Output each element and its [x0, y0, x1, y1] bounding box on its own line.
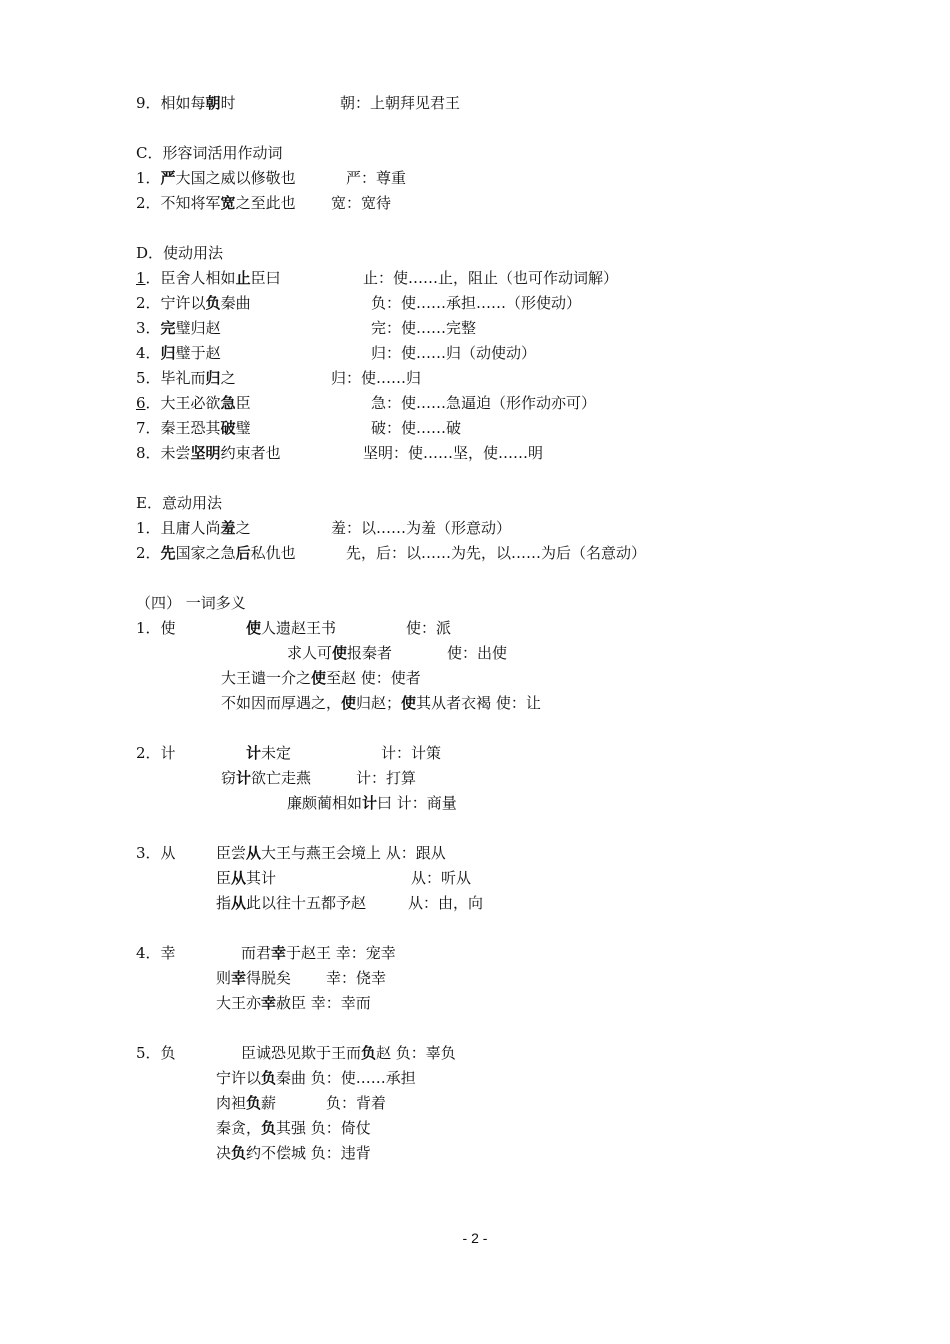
emphasized-word: 计 [246, 744, 262, 762]
emphasized-word: 羞 [220, 519, 236, 537]
page-number: - 2 - [462, 1230, 488, 1246]
emphasized-word: 使 [401, 694, 417, 712]
text-line: （四） 一词多义 [136, 594, 246, 612]
emphasized-word: 从 [231, 869, 247, 887]
text-line: 求人可使报秦者 [287, 644, 393, 662]
text-line: 臣诚恐见欺于王而负赵 负：辜负 [241, 1044, 456, 1062]
text-line: 使人遗赵王书 [246, 619, 337, 637]
text-line: 秦贪，负其强 负：倚仗 [216, 1119, 371, 1137]
text-line: 则幸得脱矣 [216, 969, 292, 987]
emphasized-word: 急 [220, 394, 236, 412]
emphasized-word: 后 [235, 544, 251, 562]
text-line: 朝：上朝拜见君王 [340, 94, 461, 112]
text-line: 3．从 [136, 844, 176, 862]
text-line: 6．大王必欲急臣 [136, 394, 251, 412]
text-line: 从：听从 [411, 869, 472, 887]
text-line: 严：尊重 [346, 169, 407, 187]
emphasized-word: 负 [205, 294, 221, 312]
emphasized-word: 严 [160, 169, 176, 187]
text-line: 1．严大国之威以修敬也 [136, 169, 296, 187]
emphasized-word: 使 [246, 619, 262, 637]
text-line: 宽：宽待 [331, 194, 392, 212]
text-line: 计：打算 [356, 769, 417, 787]
emphasized-word: 先 [160, 544, 176, 562]
emphasized-word: 计 [362, 794, 378, 812]
text-line: 1．使 [136, 619, 176, 637]
emphasized-word: 使 [341, 694, 357, 712]
text-line: 不如因而厚遇之，使归赵；使其从者衣褐 使：让 [221, 694, 541, 712]
emphasized-word: 幸 [261, 994, 277, 1012]
emphasized-word: 负 [361, 1044, 377, 1062]
text-line: 2．先国家之急后私仇也 [136, 544, 296, 562]
text-line: 破：使……破 [371, 419, 462, 437]
text-line: 完：使……完整 [371, 319, 477, 337]
text-line: 大王亦幸赦臣 幸：幸而 [216, 994, 371, 1012]
emphasized-word: 负 [246, 1094, 262, 1112]
text-line: 1．臣舍人相如止臣曰 [136, 269, 281, 287]
text-line: 先，后：以……为先，以……为后（名意动） [346, 544, 647, 562]
text-line: 8．未尝坚明约束者也 [136, 444, 281, 462]
text-line: 归：使……归（动使动） [371, 344, 537, 362]
emphasized-word: 坚明 [190, 444, 221, 462]
text-line: 1．且庸人尚羞之 [136, 519, 251, 537]
emphasized-word: 止 [235, 269, 251, 287]
text-line: 幸：侥幸 [326, 969, 387, 987]
underlined-number: 6 [136, 394, 146, 412]
text-line: 大王谴一介之使至赵 使：使者 [221, 669, 421, 687]
emphasized-word: 从 [231, 894, 247, 912]
emphasized-word: 计 [236, 769, 252, 787]
emphasized-word: 破 [220, 419, 236, 437]
text-line: 2．不知将军宽之至此也 [136, 194, 296, 212]
underlined-number: 1 [136, 269, 146, 287]
text-line: 归：使……归 [331, 369, 422, 387]
text-line: 宁许以负秦曲 负：使……承担 [216, 1069, 416, 1087]
emphasized-word: 朝 [205, 94, 221, 112]
emphasized-word: 完 [160, 319, 176, 337]
emphasized-word: 负 [261, 1119, 277, 1137]
text-line: 负：使……承担……（形使动） [371, 294, 582, 312]
text-line: 指从此以往十五都予赵 [216, 894, 367, 912]
text-line: 3．完璧归赵 [136, 319, 221, 337]
text-line: 2．宁许以负秦曲 [136, 294, 251, 312]
emphasized-word: 使 [332, 644, 348, 662]
text-line: 计未定 [246, 744, 292, 762]
text-line: 决负约不偿城 负：违背 [216, 1144, 371, 1162]
text-line: 臣从其计 [216, 869, 277, 887]
text-line: 使：出使 [447, 644, 508, 662]
text-line: 2．计 [136, 744, 176, 762]
emphasized-word: 负 [231, 1144, 247, 1162]
emphasized-word: 幸 [271, 944, 287, 962]
text-line: 而君幸于赵王 幸：宠幸 [241, 944, 396, 962]
text-line: 肉袒负薪 [216, 1094, 277, 1112]
text-line: 臣尝从大王与燕王会境上 从：跟从 [216, 844, 446, 862]
text-line: 负：背着 [326, 1094, 387, 1112]
text-line: 4．幸 [136, 944, 176, 962]
text-line: 使：派 [406, 619, 452, 637]
text-line: E．意动用法 [136, 494, 222, 512]
text-line: 计：计策 [381, 744, 442, 762]
text-line: 窃计欲亡走燕 [221, 769, 312, 787]
text-line: 从：由，向 [408, 894, 484, 912]
emphasized-word: 归 [160, 344, 176, 362]
emphasized-word: 幸 [231, 969, 247, 987]
text-line: 廉颇蔺相如计曰 计：商量 [287, 794, 457, 812]
text-line: 羞：以……为羞（形意动） [331, 519, 512, 537]
text-line: 坚明：使……坚，使……明 [363, 444, 544, 462]
emphasized-word: 归 [205, 369, 221, 387]
emphasized-word: 使 [311, 669, 327, 687]
text-line: C．形容词活用作动词 [136, 144, 283, 162]
text-line: D．使动用法 [136, 244, 224, 262]
text-line: 4．归璧于赵 [136, 344, 221, 362]
text-line: 9．相如每朝时 [136, 94, 236, 112]
emphasized-word: 从 [246, 844, 262, 862]
text-line: 急：使……急逼迫（形作动亦可） [371, 394, 597, 412]
text-line: 5．毕礼而归之 [136, 369, 236, 387]
emphasized-word: 负 [261, 1069, 277, 1087]
text-line: 7．秦王恐其破璧 [136, 419, 251, 437]
text-line: 止：使……止，阻止（也可作动词解） [363, 269, 619, 287]
emphasized-word: 宽 [220, 194, 236, 212]
text-line: 5．负 [136, 1044, 176, 1062]
